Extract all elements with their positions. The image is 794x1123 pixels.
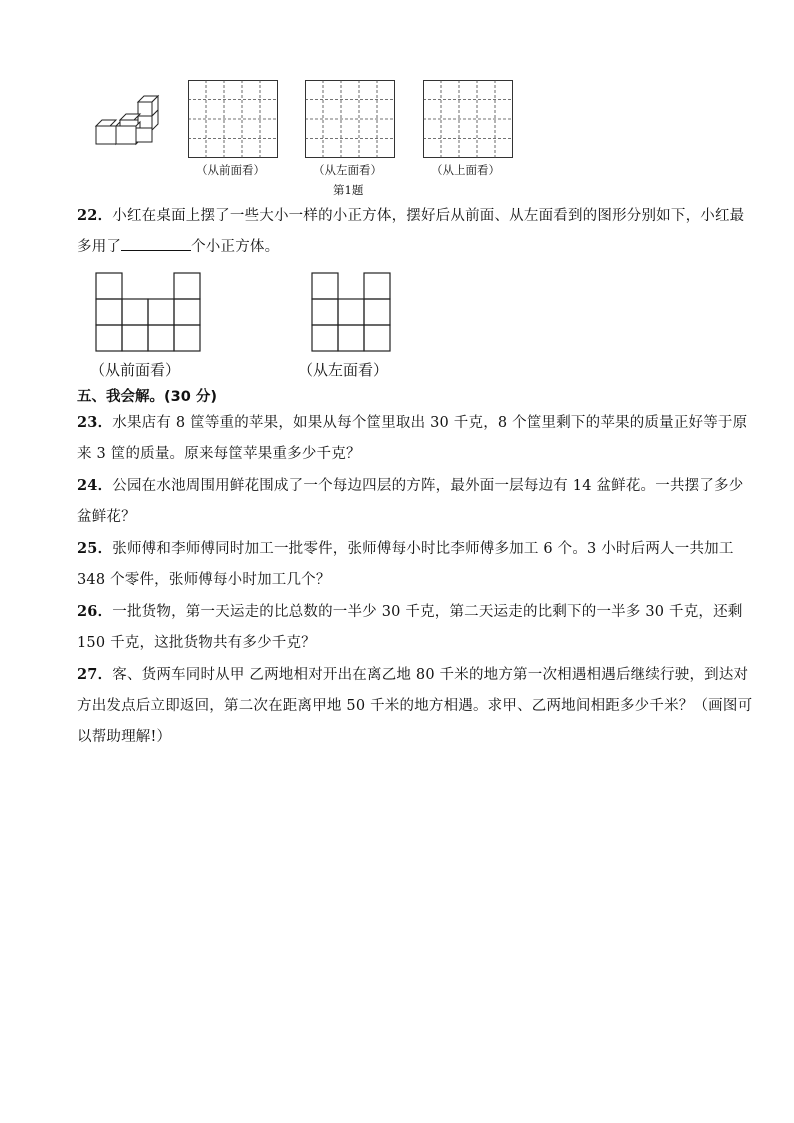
question-23 [77, 407, 757, 470]
caption-left-view: （从左面看） [313, 163, 382, 177]
answer-blank[interactable] [121, 236, 191, 251]
question-number: 24． [77, 477, 113, 494]
caption-front-view: （从前面看） [196, 163, 265, 177]
question-text: 公园在水池周围用鲜花围成了一个每边四层的方阵，最外面一层每边有 14 盆鲜花。一共摆了多少盆鲜花？ [77, 478, 744, 525]
question-number: 22． [77, 207, 113, 224]
question-22 [77, 200, 757, 263]
grid-front [188, 80, 278, 158]
question-text: 客、货两车同时从甲 乙两地相对开出在离乙地 80 千米的地方第一次相遇相遇后继续行驶，到达对方出发点后立即返回，第二次在距离甲地 50 千米的地方相遇。求甲、乙两地间相距多少千米？（画图可以帮助理解!） [77, 667, 753, 745]
question-text: 小红在桌面上摆了一些大小一样的小正方体，摆好后从前面、从左面看到的图形分别如下，小红最多用了 [77, 208, 745, 255]
figure-label: 第1题 [333, 183, 364, 197]
question-number: 27． [77, 666, 113, 683]
question-number: 26． [77, 603, 113, 620]
question-number: 23． [77, 414, 113, 431]
caption-top-view: （从上面看） [431, 163, 500, 177]
cube-stack-figure [90, 92, 165, 150]
question-27 [77, 659, 757, 753]
front-view-shape [95, 272, 201, 352]
caption-q22-front: （从前面看） [90, 361, 181, 379]
section-heading: 五、我会解。(30 分) [77, 389, 217, 405]
question-24 [77, 470, 757, 533]
grid-top [423, 80, 513, 158]
question-text: 一批货物，第一天运走的比总数的一半少 30 千克，第二天运走的比剩下的一半多 30 千克，还剩 150 千克，这批货物共有多少千克？ [77, 604, 743, 651]
grid-left [305, 80, 395, 158]
question-number: 25． [77, 540, 113, 557]
question-text-end: 个小正方体。 [191, 239, 280, 255]
question-text: 张师傅和李师傅同时加工一批零件，张师傅每小时比李师傅多加工 6 个。3 小时后两人一共加工 348 个零件，张师傅每小时加工几个？ [77, 541, 734, 588]
caption-q22-left: （从左面看） [298, 361, 389, 379]
question-25 [77, 533, 757, 596]
question-text: 水果店有 8 筐等重的苹果，如果从每个筐里取出 30 千克，8 个筐里剩下的苹果的质量正好等于原来 3 筐的质量。原来每筐苹果重多少千克？ [77, 415, 748, 462]
question-26 [77, 596, 757, 659]
left-view-shape [311, 272, 391, 352]
